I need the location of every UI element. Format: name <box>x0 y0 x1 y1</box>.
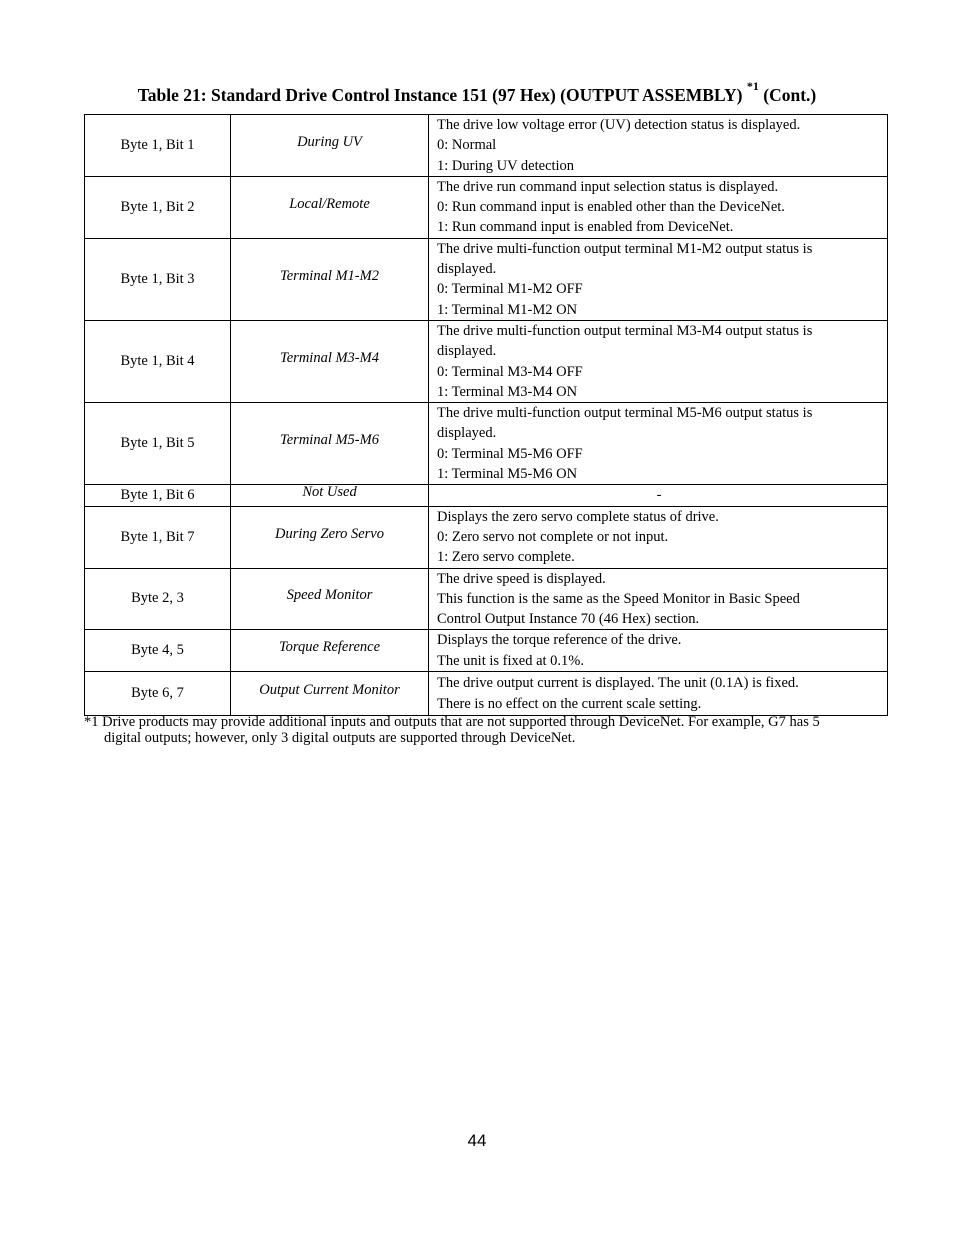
description-line: displayed. <box>437 425 497 442</box>
description-line: 0: Zero servo not complete or not input. <box>437 528 669 545</box>
name-text: Output Current Monitor <box>259 682 400 699</box>
table-row <box>85 320 888 402</box>
output-assembly-table <box>84 114 888 716</box>
name-cell <box>231 403 429 485</box>
byte-cell: Byte 4, 5 <box>85 630 231 672</box>
table-row <box>85 115 888 177</box>
description-line: Displays the torque reference of the drive. <box>437 632 682 649</box>
byte-cell: Byte 1, Bit 4 <box>85 320 231 402</box>
table-title <box>0 79 954 108</box>
description-line: The drive speed is displayed. <box>437 570 606 587</box>
description-line: 0: Terminal M1-M2 OFF <box>437 281 583 298</box>
table-row <box>85 506 888 568</box>
title-footnote-marker: *1 <box>746 79 759 93</box>
byte-cell: Byte 1, Bit 1 <box>85 115 231 177</box>
table-body <box>85 115 888 716</box>
byte-cell: Byte 1, Bit 3 <box>85 238 231 320</box>
description-line: 0: Terminal M3-M4 OFF <box>437 363 583 380</box>
description-line: 1: Terminal M3-M4 ON <box>437 383 578 400</box>
description-line: 0: Normal <box>437 137 497 154</box>
page-number: 44 <box>467 1131 487 1150</box>
description-cell <box>429 115 888 177</box>
table-title-text: Table 21: Standard Drive Control Instance 151 (97 Hex) (OUTPUT ASSEMBLY) <box>137 85 743 105</box>
name-text: Not Used <box>302 483 357 500</box>
description-line: The drive run command input selection status is displayed. <box>437 178 779 195</box>
byte-cell: Byte 1, Bit 7 <box>85 506 231 568</box>
footnote-line-1: *1 Drive products may provide additional inputs and outputs that are not supported through DeviceNet. For example, G7 has 5 <box>84 714 820 730</box>
table-row <box>85 176 888 238</box>
name-text: Terminal M5-M6 <box>280 432 379 449</box>
description-line: 1: Terminal M1-M2 ON <box>437 301 578 318</box>
description-line: 0: Run command input is enabled other than the DeviceNet. <box>437 199 785 216</box>
description-cell <box>429 568 888 630</box>
byte-cell: Byte 1, Bit 5 <box>85 403 231 485</box>
name-cell <box>231 238 429 320</box>
name-cell <box>231 485 429 506</box>
byte-cell: Byte 1, Bit 6 <box>85 485 231 506</box>
description-line: The drive low voltage error (UV) detection status is displayed. <box>437 117 801 133</box>
footnote-line-2: digital outputs; however, only 3 digital outputs are supported through DeviceNet. <box>104 730 576 746</box>
description-line: displayed. <box>437 343 497 360</box>
table-row <box>85 672 888 716</box>
description-cell <box>429 320 888 402</box>
table-row <box>85 630 888 672</box>
table-row <box>85 238 888 320</box>
name-text: Torque Reference <box>278 639 381 656</box>
description-line: displayed. <box>437 261 497 278</box>
byte-cell: Byte 6, 7 <box>85 672 231 716</box>
description-line: 1: Terminal M5-M6 ON <box>437 466 578 483</box>
description-cell <box>429 176 888 238</box>
name-cell <box>231 115 429 177</box>
name-cell <box>231 506 429 568</box>
description-line: 1: Zero servo complete. <box>437 549 575 566</box>
description-line: There is no effect on the current scale setting. <box>437 695 702 712</box>
name-cell <box>231 630 429 672</box>
byte-cell: Byte 2, 3 <box>85 568 231 630</box>
footnote <box>84 714 874 746</box>
table-row <box>85 403 888 485</box>
description-line: The drive multi-function output terminal M1-M2 output status is <box>437 240 813 257</box>
table-title-suffix: (Cont.) <box>763 85 817 105</box>
description-cell <box>429 506 888 568</box>
name-cell <box>231 672 429 716</box>
name-cell <box>231 568 429 630</box>
name-text: During UV <box>297 133 362 150</box>
description-line: The drive multi-function output terminal M3-M4 output status is <box>437 322 813 339</box>
description-cell <box>429 403 888 485</box>
description-line: Displays the zero servo complete status of drive. <box>437 508 719 525</box>
description-line: The unit is fixed at 0.1%. <box>437 652 584 669</box>
description-line: 1: During UV detection <box>437 157 575 174</box>
description-line: 0: Terminal M5-M6 OFF <box>437 445 583 462</box>
name-text: Speed Monitor <box>286 587 373 604</box>
description-line: 1: Run command input is enabled from DeviceNet. <box>437 219 734 236</box>
description-line: - <box>656 487 662 504</box>
description-cell <box>429 485 888 506</box>
name-text: Terminal M3-M4 <box>280 350 379 367</box>
description-cell <box>429 238 888 320</box>
description-line: The drive output current is displayed. The unit (0.1A) is fixed. <box>437 675 799 692</box>
byte-cell: Byte 1, Bit 2 <box>85 176 231 238</box>
description-cell <box>429 672 888 716</box>
description-line: Control Output Instance 70 (46 Hex) section. <box>437 611 700 628</box>
name-text: Terminal M1-M2 <box>280 267 379 284</box>
name-cell <box>231 320 429 402</box>
description-line: The drive multi-function output terminal M5-M6 output status is <box>437 405 813 422</box>
name-text: During Zero Servo <box>274 525 384 542</box>
name-cell <box>231 176 429 238</box>
table-row <box>85 485 888 506</box>
table-row <box>85 568 888 630</box>
name-text: Local/Remote <box>289 195 370 212</box>
description-cell <box>429 630 888 672</box>
description-line: This function is the same as the Speed Monitor in Basic Speed <box>437 590 800 607</box>
